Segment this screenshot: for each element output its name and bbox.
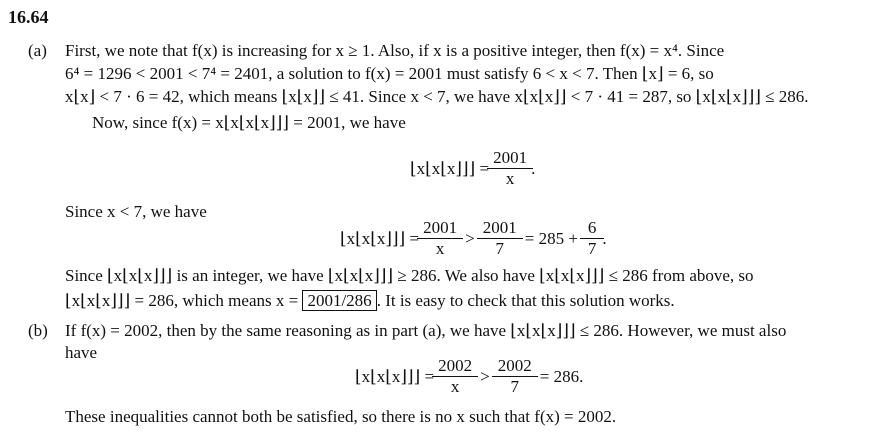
equation-1-numerator: 2001	[493, 148, 528, 167]
part-a-line-7-post: . It is easy to check that this solution works.	[376, 291, 675, 310]
equation-3-denominator-2: 7	[492, 376, 538, 397]
part-a-line-6: Since ⌊x⌊x⌊x⌋⌋⌋ is an integer, we have ⌊x⌊x⌊x⌋⌋⌋ ≥ 286. We also have ⌊x⌊x⌊x⌋⌋⌋ ≤ 286 from above, so	[65, 266, 754, 285]
part-a-line-4: Now, since f(x) = x⌊x⌊x⌊x⌋⌋⌋ = 2001, we have	[92, 113, 406, 132]
part-a-line-1: First, we note that f(x) is increasing for x ≥ 1. Also, if x is a positive integer, then f(x) = x⁴. Since	[65, 41, 725, 60]
equation-2-numerator-3: 6	[587, 218, 597, 237]
part-a-line-2: 6⁴ = 1296 < 2001 < 7⁴ = 2401, a solution to f(x) = 2001 must satisfy 6 < x < 7. Then ⌊x⌋ = 6, so	[65, 64, 714, 83]
part-b-line-1: If f(x) = 2002, then by the same reasoning as in part (a), we have ⌊x⌊x⌊x⌋⌋⌋ ≤ 286. However, we must also	[65, 321, 787, 340]
part-b-line-2: have	[65, 343, 98, 362]
equation-3-numerator-1: 2002	[438, 356, 473, 375]
equation-2-gt: >	[465, 228, 475, 248]
equation-1-fraction	[491, 148, 529, 189]
problem-number: 16.64	[8, 7, 49, 27]
equation-2-fraction-3	[584, 218, 601, 259]
equation-3-gt: >	[480, 366, 490, 386]
part-a-line-3: x⌊x⌋ < 7 · 6 = 42, which means ⌊x⌊x⌋⌋ ≤ 41. Since x < 7, we have x⌊x⌊x⌋⌋ < 7 · 41 = 287, so ⌊x⌊x⌊x⌋⌋⌋ ≤ 286.	[65, 87, 809, 106]
equation-1-tail: .	[531, 158, 536, 178]
part-a-line-7	[65, 290, 675, 312]
equation-3-numerator-2: 2002	[497, 356, 532, 375]
equation-3-fraction-1	[436, 356, 474, 397]
equation-2-lhs: ⌊x⌊x⌊x⌋⌋⌋ =	[340, 228, 420, 248]
equation-3	[355, 356, 583, 397]
equation-2-fraction-2	[481, 218, 519, 259]
equation-1	[410, 148, 535, 189]
equation-2-denominator-2: 7	[477, 238, 523, 259]
equation-2	[340, 218, 607, 259]
part-a-line-5: Since x < 7, we have	[65, 202, 207, 221]
equation-2-mid: = 285 +	[524, 228, 578, 248]
equation-2-fraction-1	[421, 218, 459, 259]
equation-2-denominator-3: 7	[580, 238, 605, 259]
boxed-answer: 2001/286	[302, 290, 376, 311]
equation-3-lhs: ⌊x⌊x⌊x⌋⌋⌋ =	[355, 366, 435, 386]
equation-2-numerator-2: 2001	[482, 218, 517, 237]
equation-3-tail: = 286.	[539, 366, 584, 386]
part-a-label: (a)	[28, 41, 47, 60]
part-b-line-3: These inequalities cannot both be satisfied, so there is no x such that f(x) = 2002.	[65, 407, 617, 426]
part-a-line-7-pre: ⌊x⌊x⌊x⌋⌋⌋ = 286, which means x =	[65, 291, 299, 310]
equation-2-numerator-1: 2001	[423, 218, 458, 237]
equation-3-denominator-1: x	[432, 376, 478, 397]
equation-1-denominator: x	[487, 168, 533, 189]
equation-2-denominator-1: x	[417, 238, 463, 259]
equation-3-fraction-2	[496, 356, 534, 397]
part-b-label: (b)	[28, 321, 48, 340]
equation-2-tail: .	[602, 228, 607, 248]
equation-1-lhs: ⌊x⌊x⌊x⌋⌋⌋ =	[410, 158, 490, 178]
